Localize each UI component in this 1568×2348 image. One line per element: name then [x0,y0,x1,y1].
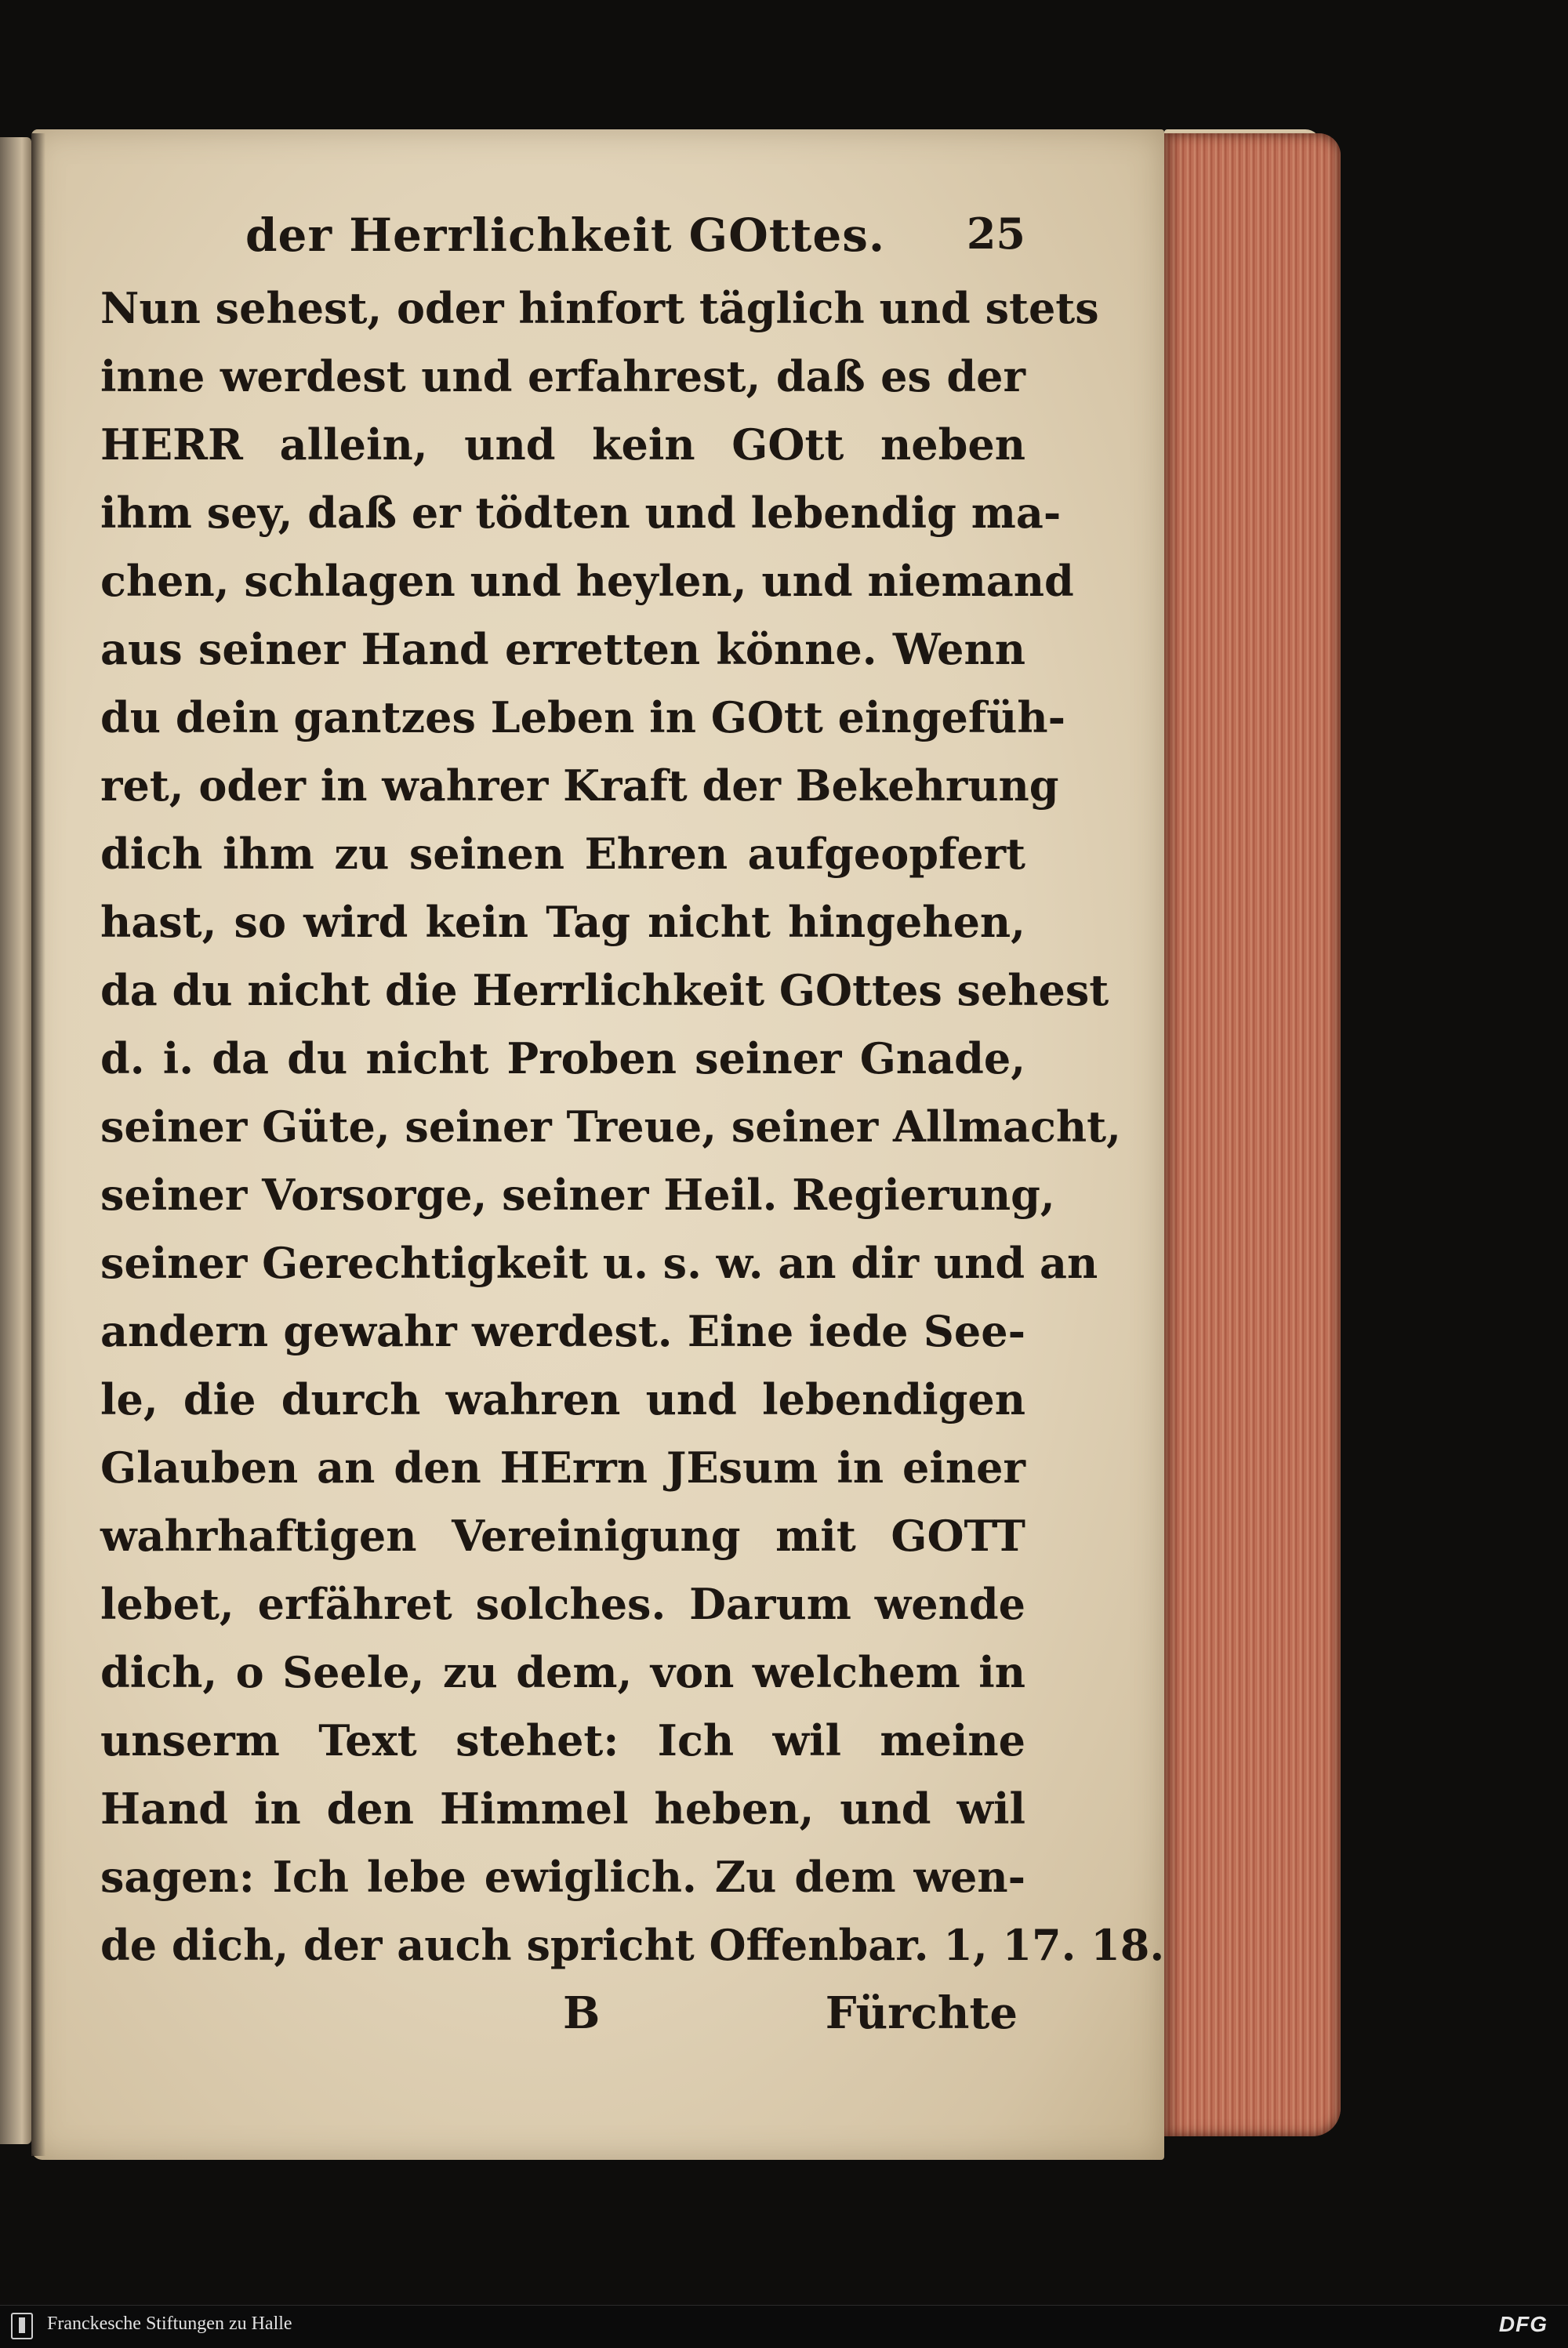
text-line: Hand in den Himmel heben, und wil [100,1784,1025,1834]
text-line: d. i. da du nicht Proben seiner Gnade, [100,1033,1025,1083]
institution-logo-icon [11,2313,33,2339]
text-line: da du nicht die Herrlichkeit GOttes sehest [100,965,1109,1015]
text-line: Glauben an den HErrn JEsum in einer [100,1443,1025,1493]
text-line: andern gewahr werdest. Eine iede See- [100,1306,1025,1356]
text-line: de dich, der auch spricht Offenbar. 1, 17. 18. [100,1920,1165,1970]
text-line: HERR allein, und kein GOtt neben [100,419,1025,470]
text-line: Nun sehest, oder hinfort täglich und stets [100,283,1099,333]
dfg-logo: DFG [1498,2312,1548,2336]
text-line: du dein gantzes Leben in GOtt eingefüh- [100,692,1066,742]
running-head [100,205,1025,270]
text-block [100,205,1165,2048]
text-line: wahrhaftigen Vereinigung mit GOTT [100,1511,1025,1561]
viewer-footer [0,2305,1568,2348]
text-line: seiner Vorsorge, seiner Heil. Regierung, [100,1170,1055,1220]
text-line: chen, schlagen und heylen, und niemand [100,556,1074,606]
page-edges-red [1164,133,1341,2136]
catchword: Fürchte [825,1987,1018,2039]
catchline [100,1980,1025,2048]
text-line: ret, oder in wahrer Kraft der Bekehrung [100,760,1059,811]
text-line: le, die durch wahren und lebendigen [100,1374,1025,1424]
left-page-edge [0,137,31,2144]
gutter-shadow [31,133,45,2156]
text-line: seiner Gerechtigkeit u. s. w. an dir und an [100,1238,1098,1288]
text-line: lebet, erfähret solches. Darum wende [100,1579,1025,1629]
signature-mark: B [563,1987,601,2039]
text-line: unserm Text stehet: Ich wil meine [100,1715,1025,1766]
text-line: dich, o Seele, zu dem, von welchem in [100,1647,1025,1697]
text-line: ihm sey, daß er tödten und lebendig ma- [100,488,1062,538]
text-line: inne werdest und erfahrest, daß es der [100,351,1025,401]
text-line: hast, so wird kein Tag nicht hingehen, [100,897,1025,947]
text-line: aus seiner Hand erretten könne. Wenn [100,624,1025,674]
institution-label: Franckesche Stiftungen zu Halle [47,2314,292,2334]
page-number: 25 [966,209,1025,259]
text-line: dich ihm zu seinen Ehren aufgeopfert [100,829,1025,879]
text-line: seiner Güte, seiner Treue, seiner Allmacht, [100,1101,1121,1152]
running-title: der Herrlichkeit GOttes. [245,209,886,262]
text-line: sagen: Ich lebe ewiglich. Zu dem wen- [100,1852,1025,1902]
